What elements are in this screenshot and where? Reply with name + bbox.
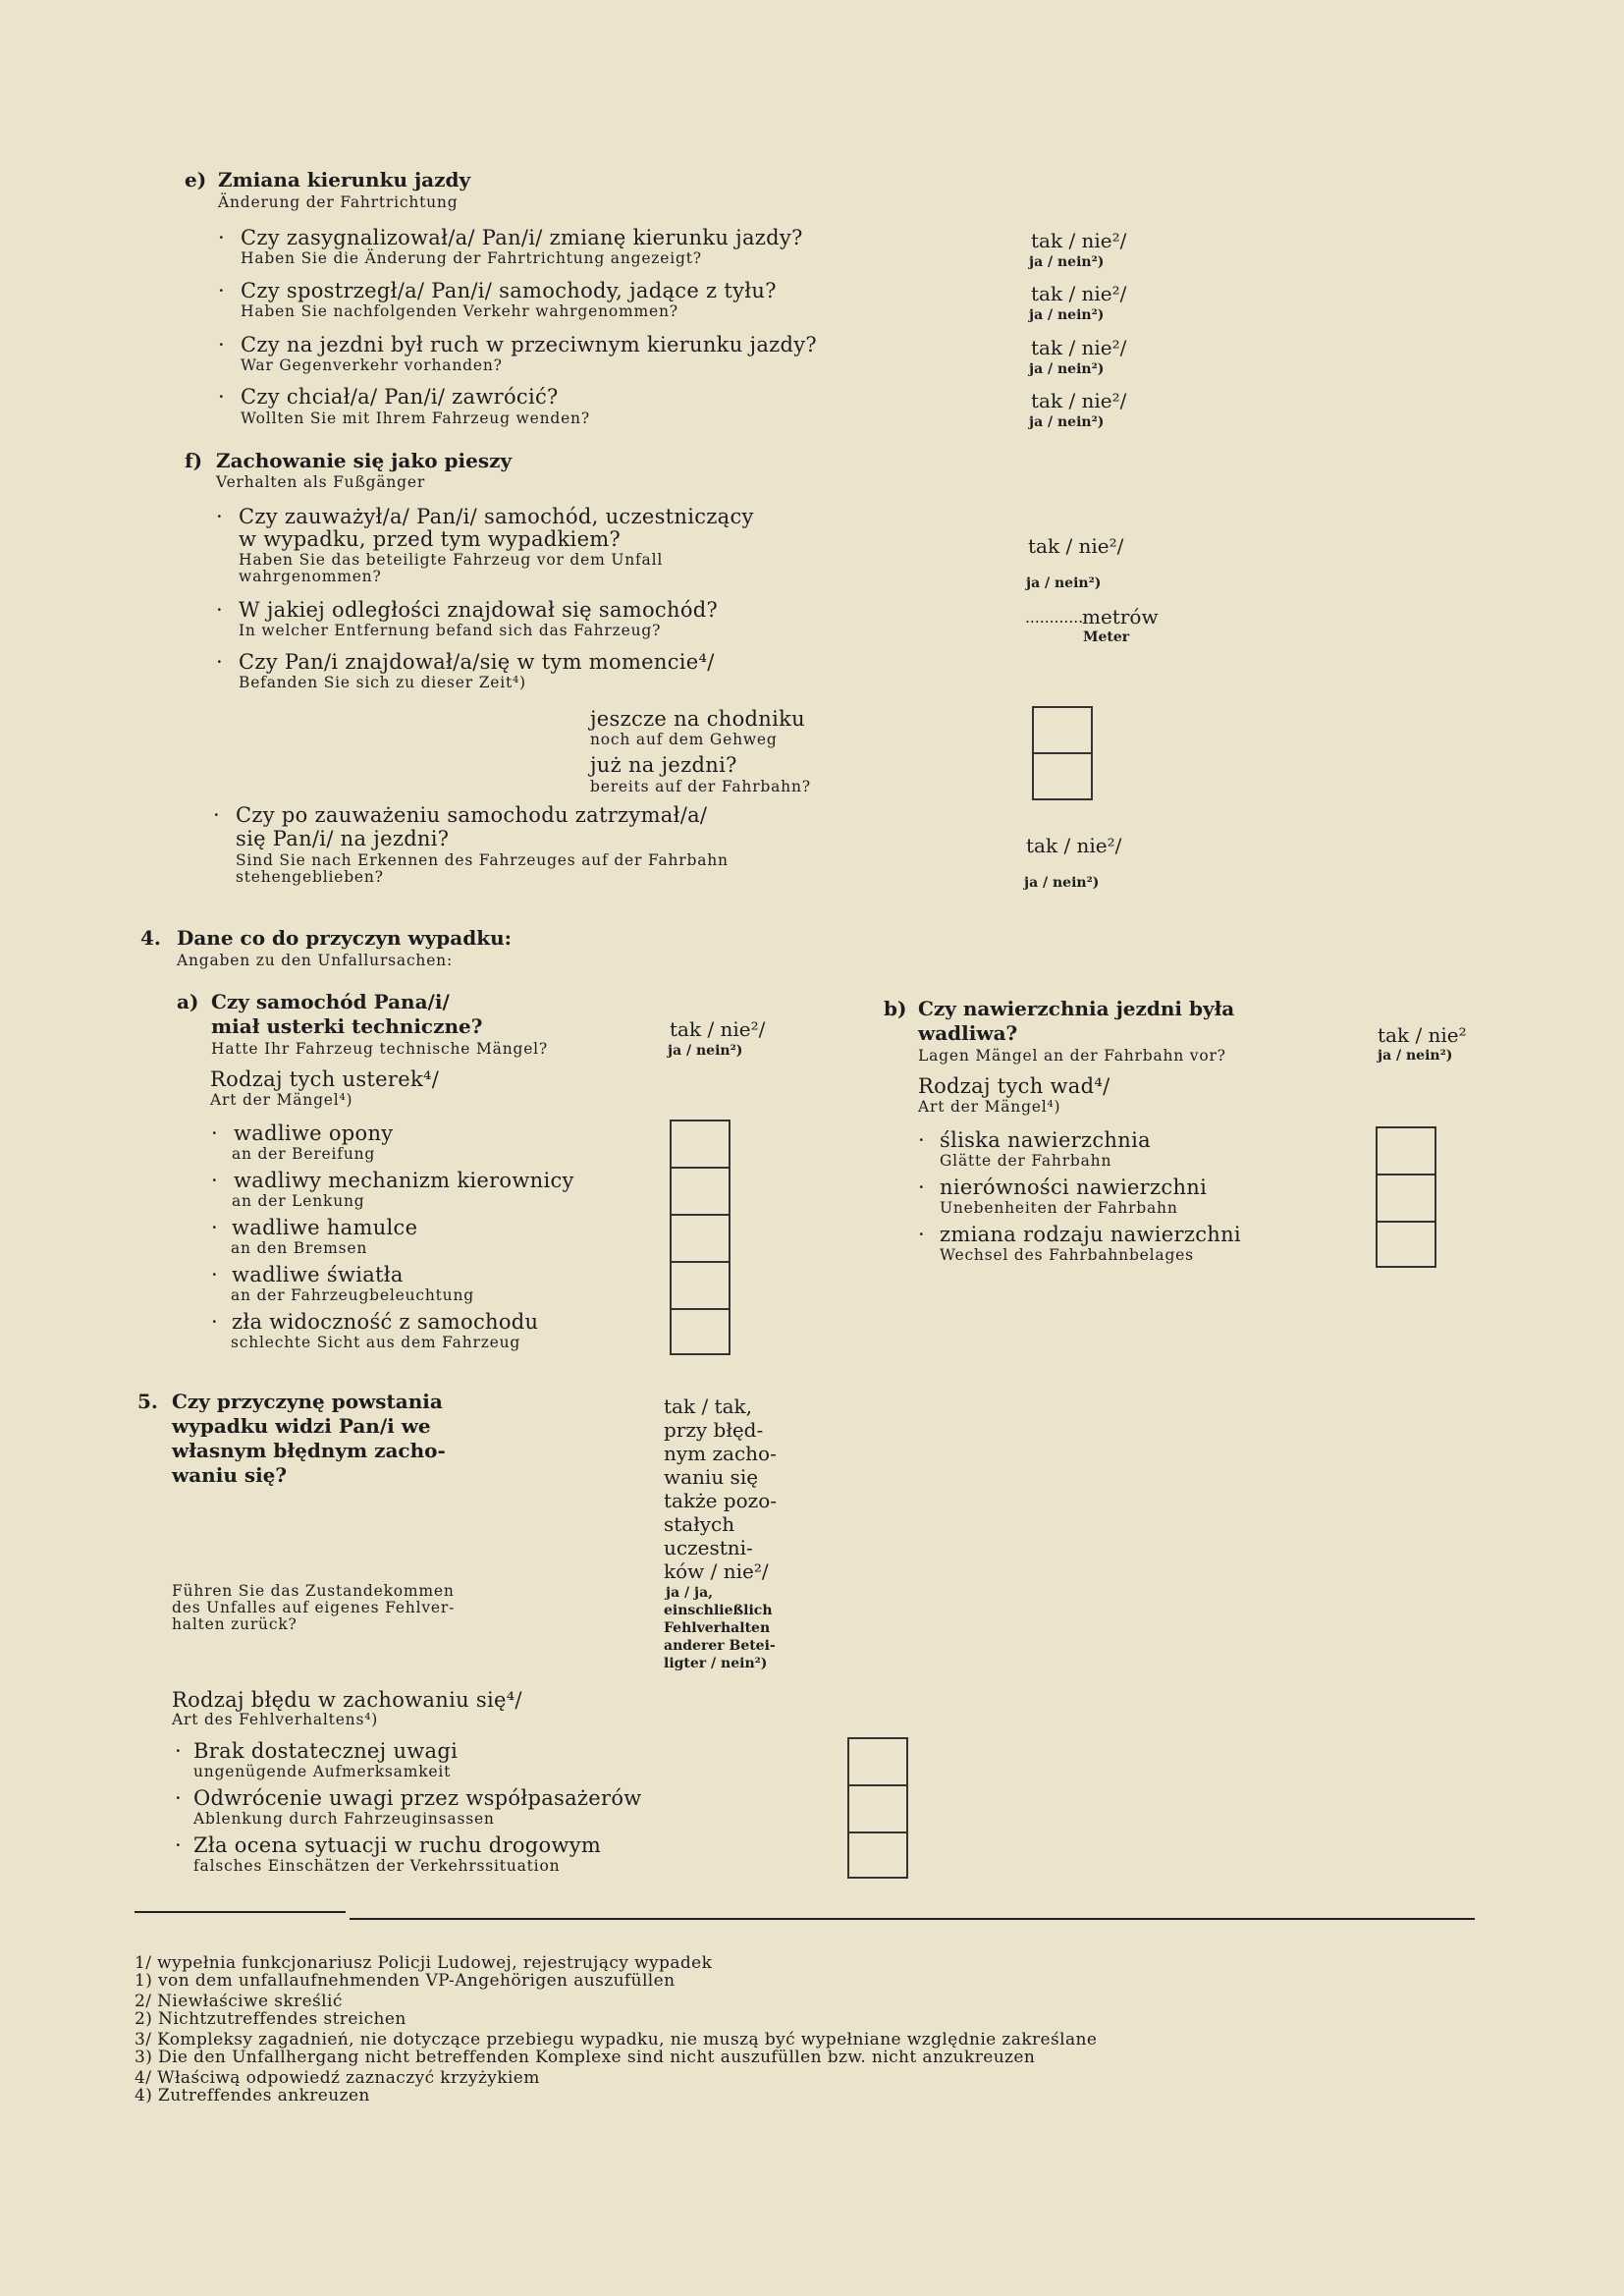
answer-e2[interactable]: tak / nie²/ [1031,282,1127,305]
error-distraction: Odwrócenie uwagi przez współpasażerów [193,1786,642,1810]
defect-lights-de: an der Fahrzeugbeleuchtung [231,1286,474,1304]
section-4a-label: a) [177,990,199,1013]
option-sidewalk-de: noch auf dem Gehweg [590,731,778,748]
section-4a-title-line1: Czy samochód Pana/i/ [211,990,450,1013]
section-4a-kind-de: Art der Mängel⁴) [210,1091,353,1109]
checkbox-misjudgement[interactable] [847,1831,908,1879]
road-uneven: nierówności nawierzchni [940,1175,1208,1199]
section-4a-kind: Rodzaj tych usterek⁴/ [210,1067,440,1091]
question-f4-de-line1: Sind Sie nach Erkennen des Fahrzeuges auf der Fahrbahn [236,851,729,869]
section-4b-label: b) [884,997,907,1020]
answer-e4-de: ja / nein²) [1029,414,1105,430]
answer-5-line5: także pozo- [664,1489,777,1512]
road-uneven-de: Unebenheiten der Fahrbahn [940,1199,1178,1217]
footnote-2-de: 2) Nichtzutreffendes streichen [135,2009,406,2029]
question-e2-de: Haben Sie nachfolgenden Verkehr wahrgenommen? [241,302,678,320]
section-4b-kind: Rodzaj tych wad⁴/ [918,1074,1110,1098]
section-5-title-line3: własnym błędnym zacho- [172,1439,446,1462]
question-e3-de: War Gegenverkehr vorhanden? [241,356,503,374]
question-f2: W jakiej odległości znajdował się samochód? [239,598,719,622]
answer-4b[interactable]: tak / nie² [1378,1023,1467,1047]
defect-steering-de: an der Lenkung [232,1192,365,1210]
section-4b-title-line2: wadliwa? [918,1021,1018,1045]
checkbox-distraction[interactable] [847,1784,908,1833]
bullet: · [175,1833,182,1857]
section-4-title-de: Angaben zu den Unfallursachen: [177,952,453,969]
road-surface-change: zmiana rodzaju nawierzchni [940,1223,1241,1246]
section-5-title-line4: waniu się? [172,1463,288,1487]
option-roadway-de: bereits auf der Fahrbahn? [590,778,811,795]
answer-f4[interactable]: tak / nie²/ [1026,834,1122,857]
bullet: · [211,1310,218,1334]
checkbox-visibility[interactable] [670,1308,731,1355]
checkbox-brakes[interactable] [670,1214,731,1263]
bullet: · [218,226,225,249]
checkbox-sidewalk[interactable] [1032,706,1093,754]
section-5-kind: Rodzaj błędu w zachowaniu się⁴/ [172,1688,522,1712]
question-e4: Czy chciał/a/ Pan/i/ zawrócić? [241,385,559,409]
question-f3-de: Befanden Sie sich zu dieser Zeit⁴) [239,674,526,691]
defect-visibility-de: schlechte Sicht aus dem Fahrzeug [231,1334,521,1351]
section-4-number: 4. [140,926,161,950]
checkbox-lights[interactable] [670,1261,731,1310]
footnote-3-pl: 3/ Kompleksy zagadnień, nie dotyczące przebiegu wypadku, nie muszą być wypełniane względnie zakreślane [135,2030,1098,2050]
answer-e2-de: ja / nein²) [1029,307,1105,323]
error-misjudgement-de: falsches Einschätzen der Verkehrssituation [193,1857,561,1875]
section-4b-title-de: Lagen Mängel an der Fahrbahn vor? [918,1047,1226,1065]
question-e3: Czy na jezdni był ruch w przeciwnym kierunku jazdy? [241,333,817,356]
answer-5-line3: nym zacho- [664,1442,777,1465]
answer-f4-de: ja / nein²) [1024,875,1100,891]
question-f4-line2: się Pan/i/ na jezdni? [236,827,450,850]
question-f1-line2: w wypadku, przed tym wypadkiem? [239,527,622,551]
answer-5-line7: uczestni- [664,1536,753,1559]
bullet: · [175,1786,182,1810]
error-misjudgement: Zła ocena sytuacji w ruchu drogowym [193,1833,602,1857]
answer-5-de-line5: ligter / nein²) [664,1656,768,1671]
bullet: · [918,1223,925,1246]
section-f-title-de: Verhalten als Fußgänger [216,473,426,491]
bullet: · [918,1128,925,1152]
answer-4a-de: ja / nein²) [668,1043,743,1059]
bullet: · [213,803,220,827]
footnote-3-de: 3) Die den Unfallhergang nicht betreffenden Komplexe sind nicht auszufüllen bzw. nicht anzukreuzen [135,2048,1036,2067]
section-e-title-de: Änderung der Fahrtrichtung [218,193,459,211]
distance-unit-de: Meter [1083,629,1130,645]
defect-tires: wadliwe opony [234,1121,394,1145]
section-5-kind-de: Art des Fehlverhaltens⁴) [172,1711,379,1728]
defect-steering: wadliwy mechanizm kierownicy [234,1169,574,1192]
question-f4-de-line2: stehengeblieben? [236,868,384,886]
answer-5-line6: stałych [664,1512,735,1536]
bullet: · [216,505,223,528]
checkbox-roadway[interactable] [1032,752,1093,800]
checkbox-steering[interactable] [670,1167,731,1216]
answer-5-line4: waniu się [664,1465,759,1489]
bullet: · [918,1175,925,1199]
checkbox-inattention[interactable] [847,1737,908,1786]
section-4b-title-line1: Czy nawierzchnia jezdni była [918,997,1235,1020]
answer-5-line1[interactable]: tak / tak, [664,1394,752,1418]
answer-e1[interactable]: tak / nie²/ [1031,229,1127,252]
error-inattention: Brak dostatecznej uwagi [193,1739,459,1763]
option-sidewalk: jeszcze na chodniku [590,707,805,731]
bullet: · [211,1121,218,1145]
question-f1-de-line1: Haben Sie das beteiligte Fahrzeug vor dem Unfall [239,551,664,569]
bullet: · [211,1263,218,1286]
footnote-1-de: 1) von dem unfallaufnehmenden VP-Angehörigen auszufüllen [135,1971,676,1991]
section-4b-kind-de: Art der Mängel⁴) [918,1098,1061,1116]
question-f4-line1: Czy po zauważeniu samochodu zatrzymał/a/ [236,803,708,827]
answer-5-de-line4: anderer Betei- [664,1638,776,1654]
answer-4b-de: ja / nein²) [1378,1048,1453,1064]
question-f1-line1: Czy zauważył/a/ Pan/i/ samochód, uczestniczący [239,505,754,528]
section-5-title-line1: Czy przyczynę powstania [172,1390,443,1413]
question-f3: Czy Pan/i znajdował/a/się w tym momencie⁴/ [239,650,715,674]
footnote-2-pl: 2/ Niewłaściwe skreślić [135,1992,343,2011]
defect-brakes-de: an den Bremsen [231,1239,368,1257]
question-e1: Czy zasygnalizował/a/ Pan/i/ zmianę kierunku jazdy? [241,226,803,249]
bullet: · [175,1739,182,1763]
road-slippery: śliska nawierzchnia [940,1128,1151,1152]
footnote-rule-left [135,1911,346,1913]
checkbox-tires[interactable] [670,1120,731,1169]
section-5-title-line2: wypadku widzi Pan/i we [172,1414,431,1438]
bullet: · [218,279,225,302]
error-distraction-de: Ablenkung durch Fahrzeuginsassen [193,1810,495,1828]
answer-4a[interactable]: tak / nie²/ [670,1017,766,1041]
answer-5-de-line3: Fehlverhalten [664,1620,771,1636]
defect-lights: wadliwe światła [232,1263,404,1286]
defect-visibility: zła widoczność z samochodu [232,1310,539,1334]
section-4-title: Dane co do przyczyn wypadku: [177,926,513,950]
bullet: · [218,385,225,409]
question-e2: Czy spostrzegł/a/ Pan/i/ samochody, jadące z tyłu? [241,279,777,302]
road-slippery-de: Glätte der Fahrbahn [940,1152,1112,1170]
defect-tires-de: an der Bereifung [232,1145,376,1163]
bullet: · [211,1216,218,1239]
section-f-label: f) [185,449,203,472]
checkbox-slippery[interactable] [1376,1126,1436,1175]
question-f2-de: In welcher Entfernung befand sich das Fahrzeug? [239,622,662,639]
answer-e3[interactable]: tak / nie²/ [1031,336,1127,359]
question-f1-de-line2: wahrgenommen? [239,568,382,585]
section-5-de-line2: des Unfalles auf eigenes Fehlver- [172,1599,456,1616]
answer-5-de-line1: ja / ja, [666,1585,714,1601]
road-surface-change-de: Wechsel des Fahrbahnbelages [940,1246,1194,1264]
checkbox-surface-change[interactable] [1376,1221,1436,1268]
section-e-title: Zmiana kierunku jazdy [218,168,471,191]
option-roadway: już na jezdni? [590,753,737,777]
bullet: · [216,598,223,622]
answer-f1[interactable]: tak / nie²/ [1028,534,1124,558]
footnote-4-de: 4) Zutreffendes ankreuzen [135,2086,370,2105]
section-5-number: 5. [137,1390,158,1413]
bullet: · [218,333,225,356]
answer-5-de-line2: einschließlich [664,1603,773,1618]
checkbox-uneven[interactable] [1376,1174,1436,1223]
section-e-label: e) [185,168,207,191]
defect-brakes: wadliwe hamulce [232,1216,418,1239]
section-f-title: Zachowanie się jako pieszy [216,449,513,472]
answer-5-line8[interactable]: ków / nie²/ [664,1559,769,1583]
question-e1-de: Haben Sie die Änderung der Fahrtrichtung angezeigt? [241,249,702,267]
distance-unit: metrów [1082,605,1159,629]
error-inattention-de: ungenügende Aufmerksamkeit [193,1763,452,1780]
footnote-1-pl: 1/ wypełnia funkcjonariusz Policji Ludowej, rejestrujący wypadek [135,1953,713,1973]
footnote-4-pl: 4/ Właściwą odpowiedź zaznaczyć krzyżykiem [135,2068,540,2088]
section-5-de-line3: halten zurück? [172,1615,298,1633]
section-5-de-line1: Führen Sie das Zustandekommen [172,1582,455,1600]
section-4a-title-line2: miał usterki techniczne? [211,1014,483,1038]
answer-f1-de: ja / nein²) [1026,575,1102,591]
answer-5-line2: przy błęd- [664,1418,764,1442]
bullet: · [216,650,223,674]
distance-input[interactable]: ............ [1025,609,1084,627]
bullet: · [211,1169,218,1192]
answer-e4[interactable]: tak / nie²/ [1031,389,1127,412]
footnote-rule-right [350,1918,1475,1920]
answer-e1-de: ja / nein²) [1029,254,1105,270]
answer-e3-de: ja / nein²) [1029,361,1105,377]
section-4a-title-de: Hatte Ihr Fahrzeug technische Mängel? [211,1040,549,1058]
question-e4-de: Wollten Sie mit Ihrem Fahrzeug wenden? [241,410,590,427]
